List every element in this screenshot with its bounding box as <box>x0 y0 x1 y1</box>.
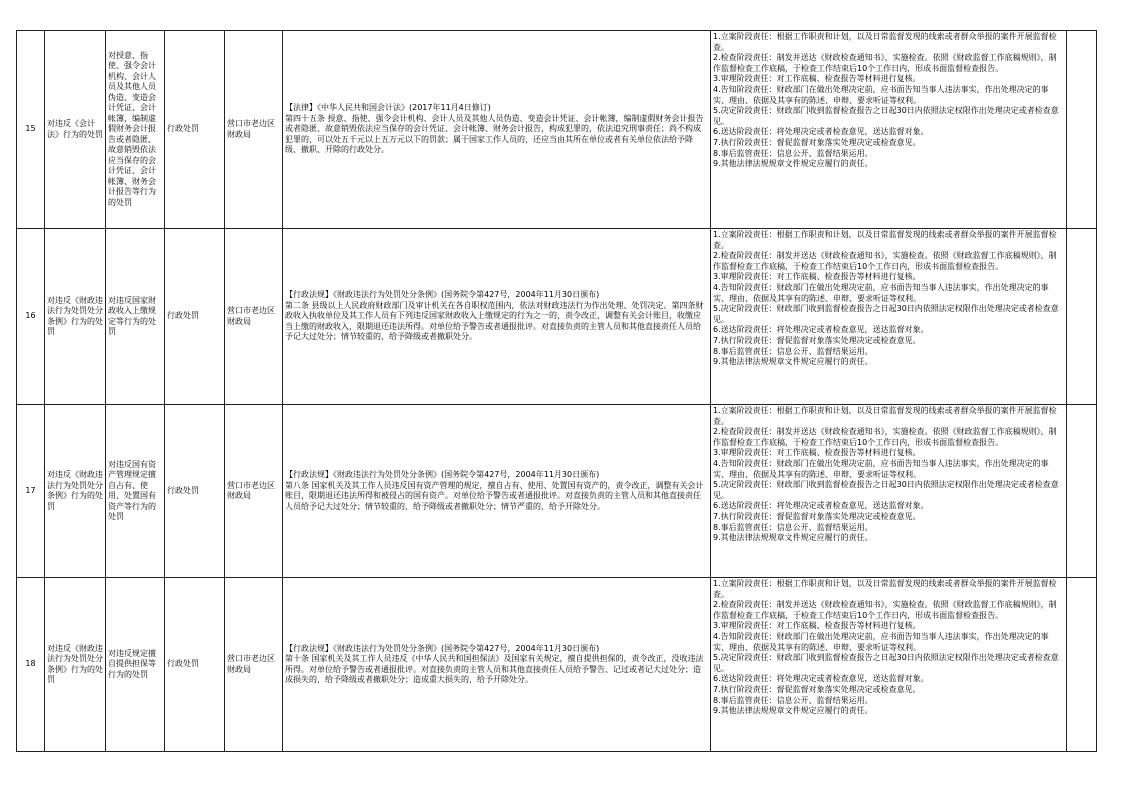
duty-line: 8.事后监管责任：信息公开、监督结果运用。 <box>713 346 873 356</box>
row-number: 18 <box>17 578 45 752</box>
duty-line: 5.决定阶段责任：财政部门收到监督检查报告之日起30日内依照法定权限作出处理决定或者检查意见。 <box>713 304 1059 324</box>
remarks-cell <box>1067 229 1097 405</box>
duty-line: 1.立案阶段责任：根据工作职责和计划，以及日常监督发现的线索或者群众举报的案件开展监督检查。 <box>713 406 1057 426</box>
duty-line: 1.立案阶段责任：根据工作职责和计划，以及日常监督发现的线索或者群众举报的案件开展监督检查。 <box>713 230 1057 250</box>
sub-item-content: 对违反国家财政收入上缴规定等行为的处罚 <box>106 229 165 405</box>
legal-basis: 【法律】《中华人民共和国会计法》(2017年11月4日修订) 第四十五条 授意、指使、强令会计机构、会计人员及其他人员伪造、变造会计凭证、会计帐簿，编制虚假财务会计报告或者隐匿、故意销毁依法应当保存的会计凭证、会计帐簿、财务会计报告，构成犯罪的，依法追究刑事责任；尚不构成犯罪的，可以处五千元以上五万元以下的罚款；属于国家工作人员的，还应当由其所在单位或者有关单位依法给予降级、撤职、开除的行政处分。 <box>283 31 711 229</box>
duty-line: 4.告知阶段责任：财政部门在做出处理决定前，应书面告知当事人违法事实，作出处理决定的事实、理由、依据及其享有的陈述、申辩、要求听证等权利。 <box>713 631 1049 652</box>
duty-line: 8.事后监管责任：信息公开、监督结果运用。 <box>713 695 873 705</box>
duty-line: 6.送达阶段责任：将处理决定或者检查意见，送达监督对象。 <box>713 325 929 335</box>
power-list-table <box>16 30 1097 752</box>
duty-line: 6.送达阶段责任：将处理决定或者检查意见，送达监督对象。 <box>713 127 929 137</box>
legal-basis: 【行政法规】《财政违法行为处罚处分条例》(国务院令第427号，2004年11月30日颁布) 第十条 国家机关及其工作人员违反《中华人民共和国担保法》及国家有关规定，擅自提供担保的，责令改正，没收违法所得。对单位给予警告或者通报批评。对直接负责的主管人员和其他直接责任人员给予警告、记过或者记大过处分；造成损失的，给予降级或者撤职处分；造成重大损失的，给予开除处分。 <box>283 578 711 752</box>
item-name: 对违反《财政违法行为处罚处分条例》行为的处罚 <box>45 405 106 578</box>
duty-line: 9.其他法律法规规章文件规定应履行的责任。 <box>713 533 873 543</box>
implementing-agency: 营口市老边区财政局 <box>225 578 283 752</box>
implementing-agency: 营口市老边区财政局 <box>225 405 283 578</box>
item-name: 对违反《会计法》行为的处罚 <box>45 31 106 229</box>
duty-line: 2.检查阶段责任：制发并送达《财政检查通知书》，实施检查。依照《财政监督工作底稿规则》，制作监督检查工作底稿，于检查工作结束后10个工作日内，形成书面监督检查报告。 <box>713 427 1057 447</box>
table-row <box>17 405 1097 578</box>
power-type: 行政处罚 <box>165 405 225 578</box>
duty-line: 3.审理阶段责任：对工作底稿、检查报告等材料进行复核。 <box>713 448 921 458</box>
duty-line: 1.立案阶段责任：根据工作职责和计划，以及日常监督发现的线索或者群众举报的案件开展监督检查。 <box>713 32 1057 52</box>
duty-line: 5.决定阶段责任：财政部门收到监督检查报告之日起30日内依照法定权限作出处理决定或者检查意见。 <box>713 480 1059 500</box>
responsibility-list <box>711 405 1067 578</box>
row-number: 17 <box>17 405 45 578</box>
duty-line: 5.决定阶段责任：财政部门收到监督检查报告之日起30日内依照法定权限作出处理决定或者检查意见。 <box>713 653 1059 673</box>
table-row <box>17 578 1097 752</box>
duty-line: 9.其他法律法规规章文件规定应履行的责任。 <box>713 357 873 367</box>
table-row <box>17 229 1097 405</box>
item-name: 对违反《财政违法行为处罚处分条例》行为的处罚 <box>45 229 106 405</box>
duty-line: 3.审理阶段责任：对工作底稿、检查报告等材料进行复核。 <box>713 74 921 84</box>
duty-line: 8.事后监管责任：信息公开、监督结果运用。 <box>713 522 873 532</box>
legal-basis: 【行政法规】《财政违法行为处罚处分条例》(国务院令第427号，2004年11月30日颁布) 第八条 国家机关及其工作人员违反国有资产管理的规定，擅自占有、使用、处置国有资产的，责令改正，调整有关会计账目，限期退还违法所得和被侵占的国有资产。对单位给予警告或者通报批评。对直接负责的主管人员和其他直接责任人员给予记大过处分；情节较重的，给予降级或者撤职处分；情节严重的，给予开除处分。 <box>283 405 711 578</box>
responsibility-list <box>711 229 1067 405</box>
duty-line: 1.立案阶段责任：根据工作职责和计划，以及日常监督发现的线索或者群众举报的案件开展监督检查。 <box>713 579 1057 599</box>
remarks-cell <box>1067 405 1097 578</box>
implementing-agency: 营口市老边区财政局 <box>225 229 283 405</box>
duty-line: 2.检查阶段责任：制发并送达《财政检查通知书》，实施检查。依照《财政监督工作底稿规则》，制作监督检查工作底稿，于检查工作结束后10个工作日内，形成书面监督检查报告。 <box>713 600 1057 620</box>
responsibility-list <box>711 578 1067 752</box>
table-row <box>17 31 1097 229</box>
duty-line: 5.决定阶段责任：财政部门收到监督检查报告之日起30日内依照法定权限作出处理决定或者检查意见。 <box>713 106 1059 126</box>
duty-line: 3.审理阶段责任：对工作底稿、检查报告等材料进行复核。 <box>713 272 921 282</box>
responsibility-list <box>711 31 1067 229</box>
power-type: 行政处罚 <box>165 578 225 752</box>
duty-line: 6.送达阶段责任：将处理决定或者检查意见，送达监督对象。 <box>713 501 929 511</box>
duty-line: 7.执行阶段责任：督促监督对象落实处理决定或检查意见。 <box>713 137 921 147</box>
duty-line: 4.告知阶段责任：财政部门在做出处理决定前，应书面告知当事人违法事实，作出处理决定的事实、理由、依据及其享有的陈述、申辩、要求听证等权利。 <box>713 84 1049 105</box>
power-type: 行政处罚 <box>165 31 225 229</box>
legal-basis: 【行政法规】《财政违法行为处罚处分条例》(国务院令第427号，2004年11月30日颁布) 第二条 县级以上人民政府财政部门及审计机关在各自职权范围内，依法对财政违法行为作出处理、处罚决定。第四条财政收入执收单位及其工作人员有下列违反国家财政收入上缴规定的行为之一的，责令改正，调整有关会计账目，收缴应当上缴的财政收入，限期退还违法所得。对单位给予警告或者通报批评。对直接负责的主管人员和其他直接责任人员给予记大过处分；情节较重的，给予降级或者撤职处分。 <box>283 229 711 405</box>
implementing-agency: 营口市老边区财政局 <box>225 31 283 229</box>
duty-line: 9.其他法律法规规章文件规定应履行的责任。 <box>713 706 873 716</box>
duty-line: 6.送达阶段责任：将处理决定或者检查意见，送达监督对象。 <box>713 674 929 684</box>
sub-item-content: 对授意、指使、强令会计机构、会计人员及其他人员伪造、变造会计凭证、会计帐簿，编制虚假财务会计报告或者隐匿、故意销毁依法应当保存的会计凭证、会计帐簿、财务会计报告等行为的处罚 <box>106 31 165 229</box>
duty-line: 7.执行阶段责任：督促监督对象落实处理决定或检查意见。 <box>713 511 921 521</box>
duty-line: 2.检查阶段责任：制发并送达《财政检查通知书》，实施检查。依照《财政监督工作底稿规则》，制作监督检查工作底稿，于检查工作结束后10个工作日内，形成书面监督检查报告。 <box>713 251 1057 271</box>
power-type: 行政处罚 <box>165 229 225 405</box>
row-number: 16 <box>17 229 45 405</box>
duty-line: 4.告知阶段责任：财政部门在做出处理决定前，应书面告知当事人违法事实，作出处理决定的事实、理由、依据及其享有的陈述、申辩、要求听证等权利。 <box>713 282 1049 303</box>
duty-line: 7.执行阶段责任：督促监督对象落实处理决定或检查意见。 <box>713 335 921 345</box>
sub-item-content: 对违反国有资产管理规定擅自占有、使用、处置国有资产等行为的处罚 <box>106 405 165 578</box>
item-name: 对违反《财政违法行为处罚处分条例》行为的处罚 <box>45 578 106 752</box>
remarks-cell <box>1067 578 1097 752</box>
row-number: 15 <box>17 31 45 229</box>
duty-line: 8.事后监管责任：信息公开、监督结果运用。 <box>713 148 873 158</box>
duty-line: 4.告知阶段责任：财政部门在做出处理决定前，应书面告知当事人违法事实，作出处理决定的事实、理由、依据及其享有的陈述、申辩、要求听证等权利。 <box>713 458 1049 479</box>
remarks-cell <box>1067 31 1097 229</box>
sub-item-content: 对违反规定擅自提供担保等行为的处罚 <box>106 578 165 752</box>
duty-line: 9.其他法律法规规章文件规定应履行的责任。 <box>713 159 873 169</box>
duty-line: 3.审理阶段责任：对工作底稿、检查报告等材料进行复核。 <box>713 621 921 631</box>
duty-line: 2.检查阶段责任：制发并送达《财政检查通知书》，实施检查。依照《财政监督工作底稿规则》，制作监督检查工作底稿，于检查工作结束后10个工作日内，形成书面监督检查报告。 <box>713 53 1057 73</box>
duty-line: 7.执行阶段责任：督促监督对象落实处理决定或检查意见。 <box>713 684 921 694</box>
